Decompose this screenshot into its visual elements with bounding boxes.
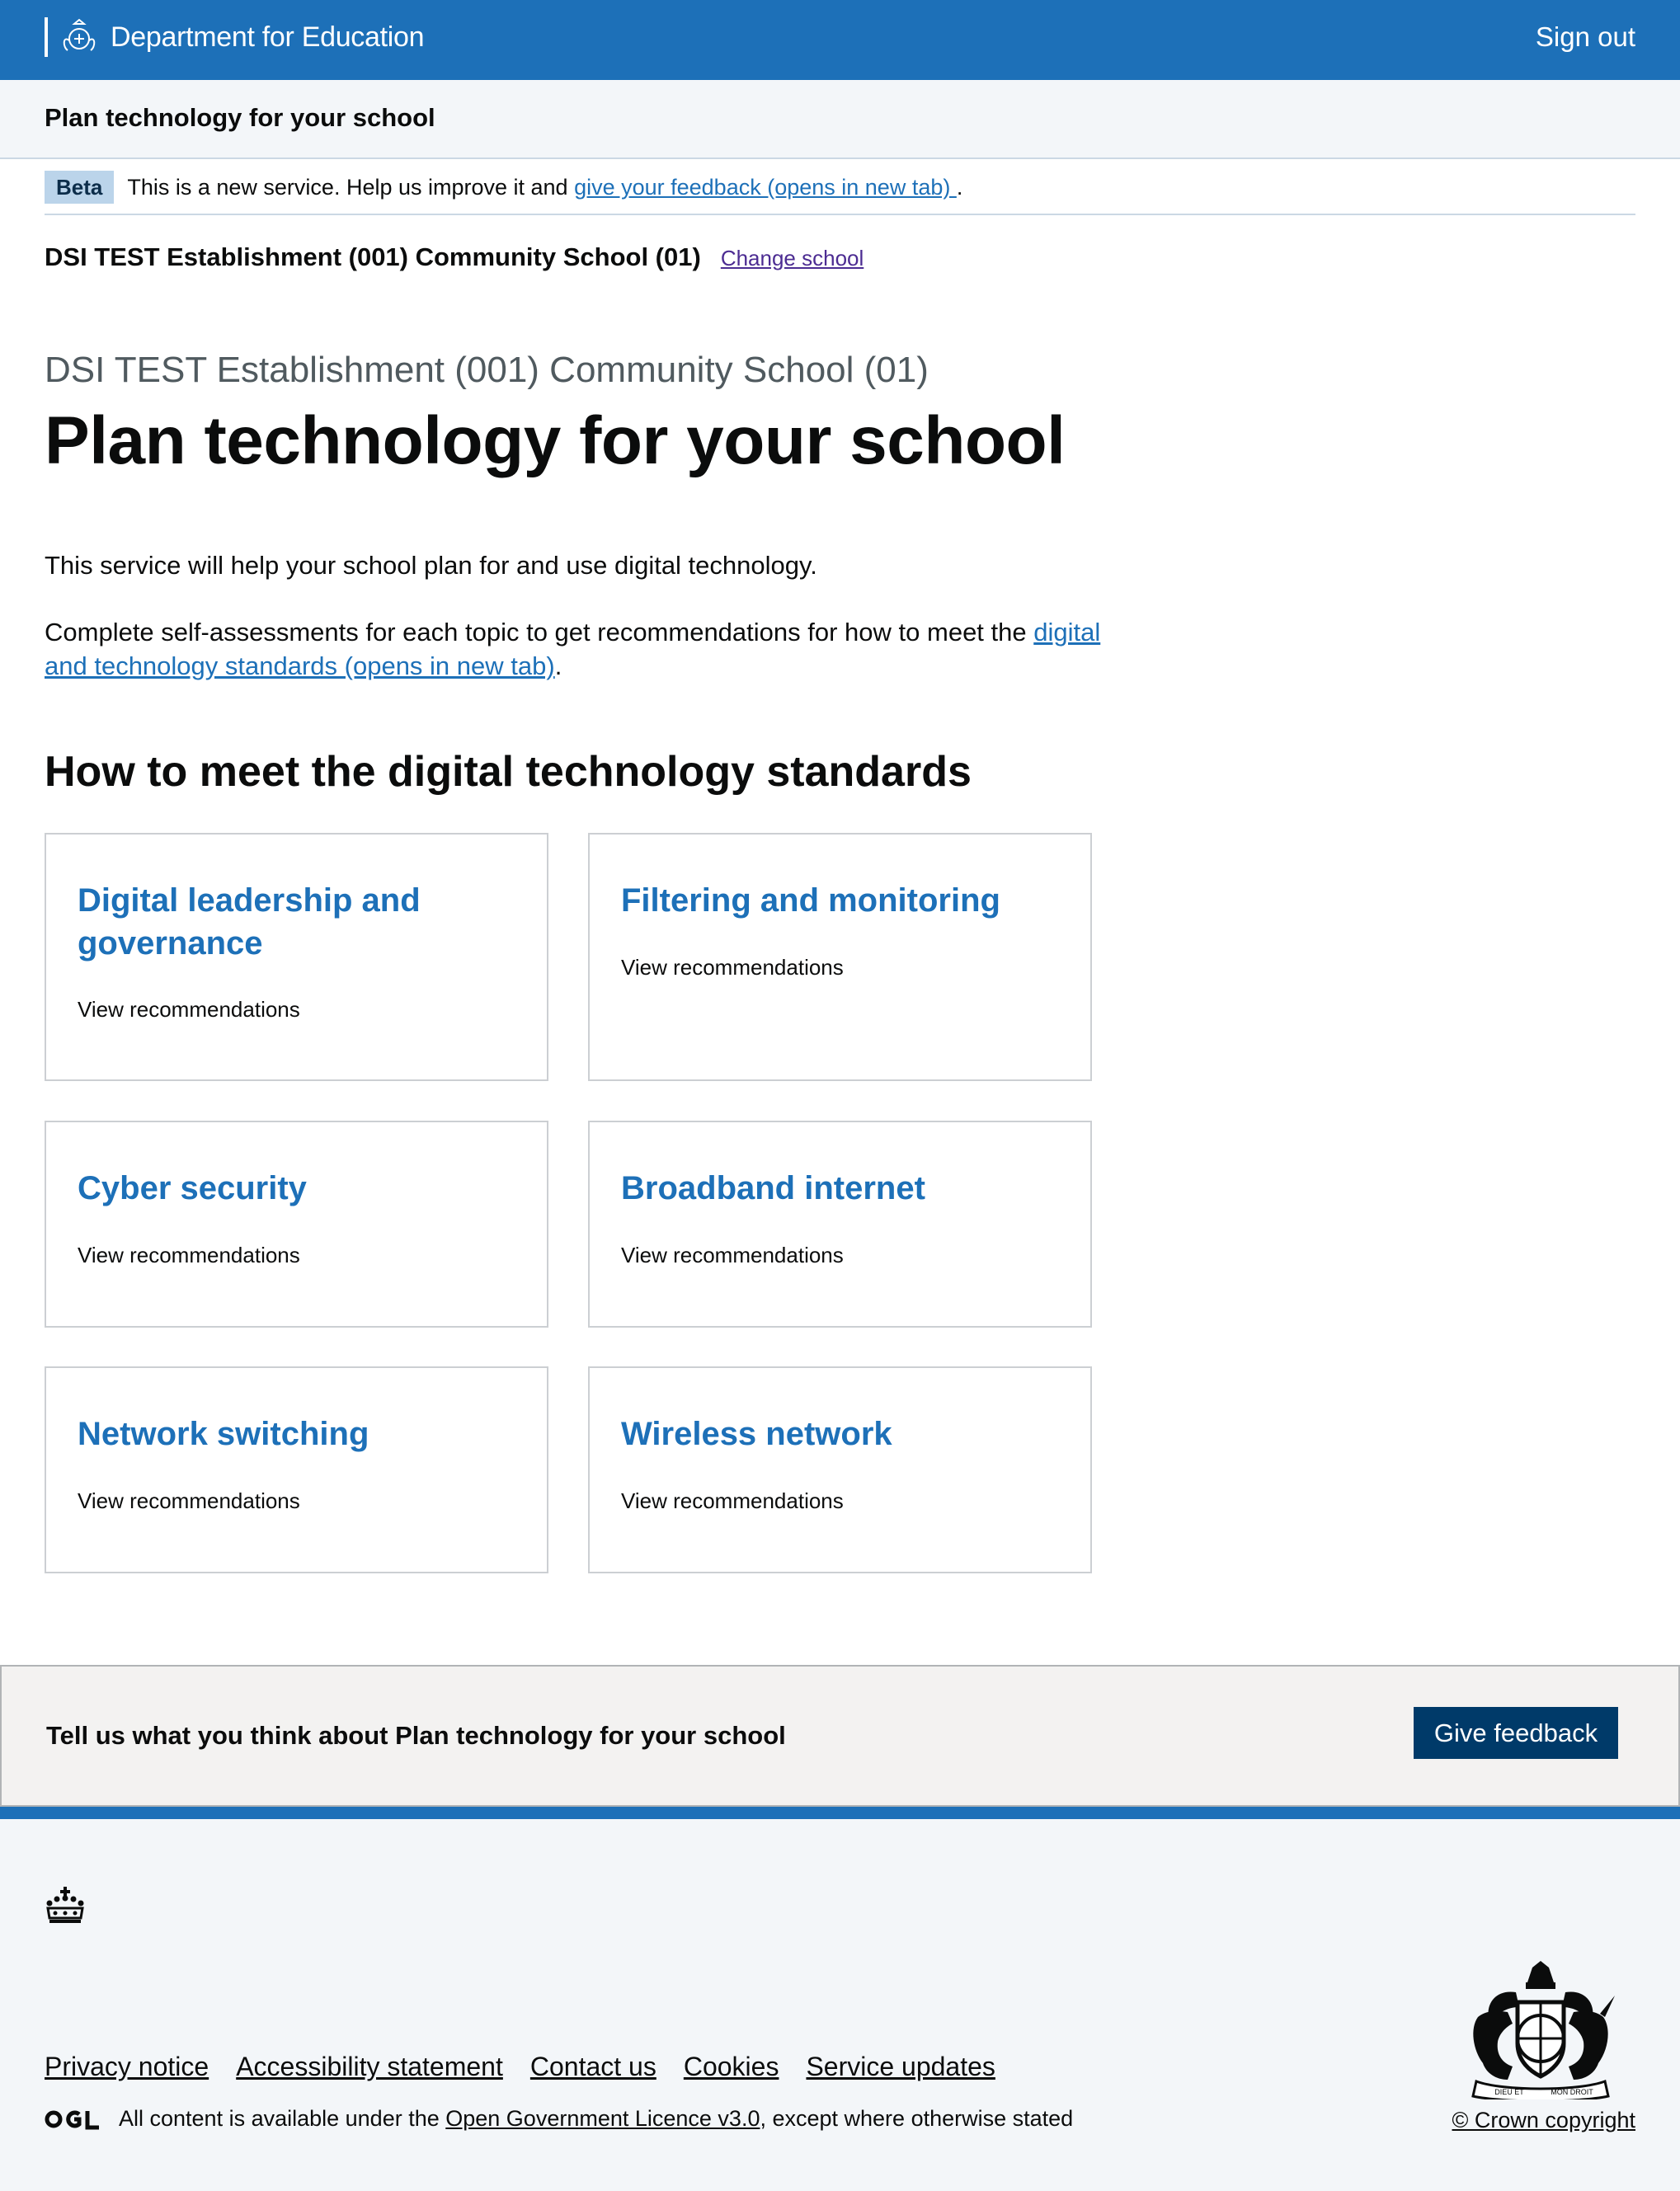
phase-banner-text-after: . (956, 175, 963, 200)
ogl-link[interactable]: Open Government Licence v3.0 (445, 2106, 760, 2131)
royal-coat-of-arms (1461, 1959, 1620, 2099)
licence-text-after: , except where otherwise stated (760, 2106, 1074, 2131)
card-broadband-internet[interactable] (588, 1121, 1092, 1328)
card-title[interactable]: Filtering and monitoring (621, 882, 1000, 919)
section-heading: How to meet the digital technology standards (45, 748, 972, 796)
licence-notice (45, 2106, 1073, 2132)
page-title: Plan technology for your school (45, 403, 1066, 478)
motto-left: DIEU ET (1494, 2088, 1524, 2096)
standards-text-before: Complete self-assessments for each topic to get recommendations for how to meet the (45, 618, 1034, 646)
card-wireless-network[interactable] (588, 1366, 1092, 1573)
card-digital-leadership[interactable] (45, 833, 548, 1081)
card-title[interactable]: Network switching (78, 1416, 369, 1452)
crown-copyright-link[interactable]: © Crown copyright (1452, 2108, 1635, 2132)
service-updates-link[interactable]: Service updates (806, 2052, 995, 2081)
card-subtitle: View recommendations (621, 1488, 844, 1513)
sign-out-link[interactable]: Sign out (1535, 21, 1635, 52)
phase-banner-text (127, 171, 962, 200)
licence-text-before: All content is available under the (119, 2106, 446, 2131)
intro-text: This service will help your school plan for and use digital technology. (45, 551, 817, 580)
standards-text-after: . (554, 651, 562, 680)
card-subtitle: View recommendations (621, 1243, 844, 1267)
card-cyber-security[interactable] (45, 1121, 548, 1328)
feedback-prompt: Tell us what you think about Plan technology for your school (46, 1721, 786, 1750)
crown-icon (43, 1885, 87, 1925)
phase-banner-text-before: This is a new service. Help us improve it and (127, 175, 575, 200)
site-header (0, 0, 1680, 80)
ogl-logo (45, 2108, 101, 2131)
card-title[interactable]: Broadband internet (621, 1170, 925, 1206)
give-feedback-button[interactable]: Give feedback (1414, 1707, 1618, 1759)
page-caption: DSI TEST Establishment (001) Community School (01) (45, 350, 929, 390)
card-subtitle: View recommendations (78, 1488, 300, 1513)
contact-us-link[interactable]: Contact us (529, 2052, 656, 2081)
card-title[interactable] (78, 879, 421, 965)
service-navigation (0, 80, 1680, 159)
accessibility-statement-link[interactable]: Accessibility statement (236, 2052, 503, 2081)
beta-tag: Beta (45, 171, 114, 204)
feedback-banner (0, 1665, 1680, 1807)
privacy-notice-link[interactable]: Privacy notice (45, 2052, 209, 2081)
card-title[interactable]: Cyber security (78, 1170, 307, 1206)
card-subtitle: View recommendations (78, 997, 300, 1022)
card-title[interactable]: Wireless network (621, 1416, 892, 1452)
card-title-line: Digital leadership and (78, 882, 421, 919)
site-footer (0, 1807, 1680, 2191)
phase-banner (45, 171, 1635, 215)
logo-divider (45, 17, 48, 57)
service-name-link[interactable]: Plan technology for your school (45, 103, 435, 132)
card-subtitle: View recommendations (621, 955, 844, 980)
footer-links (45, 2052, 1023, 2082)
cookies-link[interactable]: Cookies (683, 2052, 779, 2081)
card-subtitle: View recommendations (78, 1243, 300, 1267)
licence-text (119, 2106, 1073, 2132)
card-filtering-monitoring[interactable] (588, 833, 1092, 1081)
school-selector (45, 242, 864, 272)
royal-crest-icon (58, 17, 101, 57)
card-title-line: governance (78, 925, 263, 962)
change-school-link[interactable]: Change school (720, 246, 864, 270)
standards-text (45, 615, 1117, 683)
dfe-logo-link[interactable] (45, 16, 424, 58)
motto-right: MON DROIT (1551, 2088, 1593, 2096)
selected-school-name: DSI TEST Establishment (001) Community School (01) (45, 242, 701, 271)
department-name: Department for Education (111, 21, 425, 53)
feedback-link[interactable]: give your feedback (opens in new tab) (574, 175, 957, 200)
standards-link[interactable]: digital and technology standards (opens in new tab) (45, 618, 1101, 680)
card-network-switching[interactable] (45, 1366, 548, 1573)
